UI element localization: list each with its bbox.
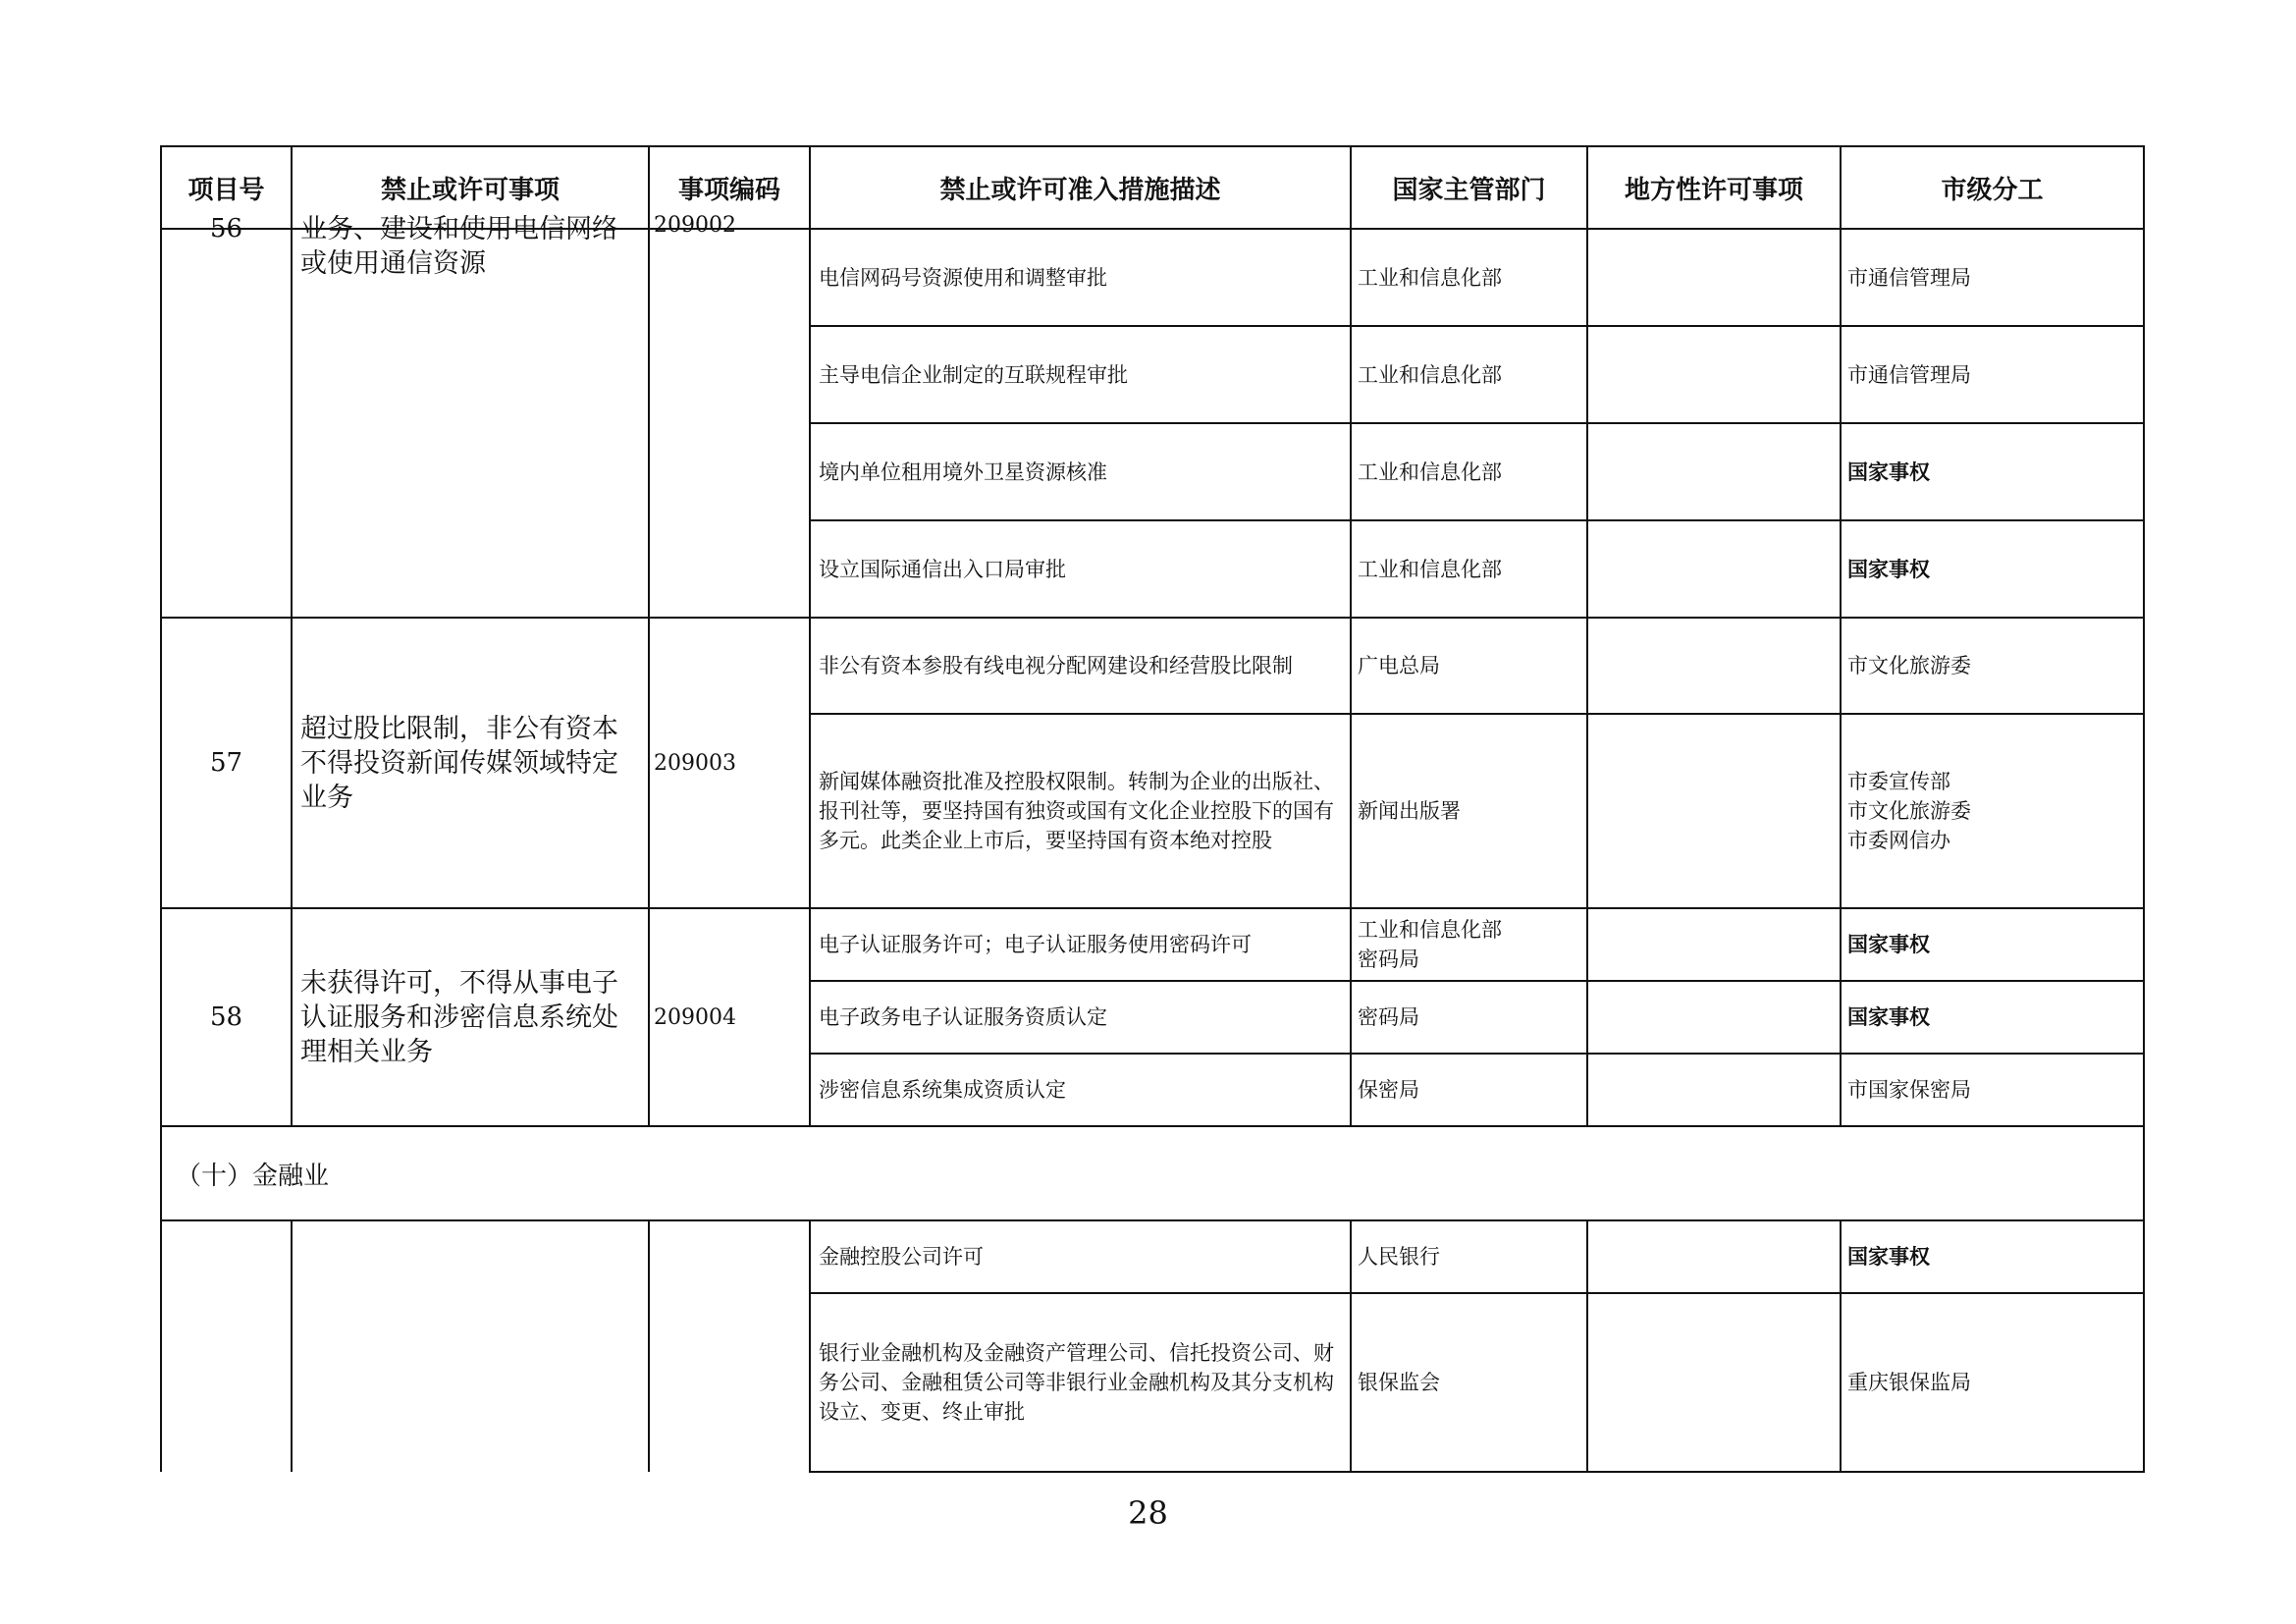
city-division: 市通信管理局: [1841, 326, 2144, 423]
item-code: 209004: [649, 908, 810, 1126]
measure-description: 电子政务电子认证服务资质认定: [810, 981, 1351, 1054]
permit-table: [160, 145, 2145, 1473]
measure-description: 设立国际通信出入口局审批: [810, 520, 1351, 618]
header-local-permit: 地方性许可事项: [1587, 146, 1841, 229]
measure-description: 主导电信企业制定的互联规程审批: [810, 326, 1351, 423]
item-name: 未获得许可，不得从事电子认证服务和涉密信息系统处理相关业务: [292, 908, 649, 1126]
local-permit: [1587, 1293, 1841, 1472]
item-name-cell: [292, 214, 649, 618]
header-item-code: 事项编码: [649, 146, 810, 229]
national-department: 密码局: [1351, 981, 1587, 1054]
national-department: 广电总局: [1351, 618, 1587, 714]
item-code: 209002: [654, 213, 736, 238]
item-number: 58: [161, 908, 292, 1126]
national-department: 工业和信息化部: [1351, 326, 1587, 423]
national-department: 人民银行: [1351, 1220, 1587, 1293]
table-row: [161, 229, 2144, 326]
measure-description: 电信网码号资源使用和调整审批: [810, 229, 1351, 326]
section-row: [161, 1126, 2144, 1220]
page-number: 28: [1128, 1494, 1168, 1532]
measure-description: 银行业金融机构及金融资产管理公司、信托投资公司、财务公司、金融租赁公司等非银行业金融机构及其分支机构设立、变更、终止审批: [810, 1293, 1351, 1472]
section-title: （十）金融业: [161, 1126, 2144, 1220]
item-code-cell-empty: [649, 1220, 810, 1472]
item-code: 209003: [649, 618, 810, 908]
national-department: 工业和信息化部: [1351, 520, 1587, 618]
national-department: 工业和信息化部: [1351, 229, 1587, 326]
city-division: 国家事权: [1841, 981, 2144, 1054]
city-division: 国家事权: [1841, 908, 2144, 981]
national-department: 工业和信息化部: [1351, 423, 1587, 520]
item-number-cell-empty: [161, 1220, 292, 1472]
measure-description: 电子认证服务许可；电子认证服务使用密码许可: [810, 908, 1351, 981]
item-name-cell-empty: [292, 1220, 649, 1472]
measure-description: 金融控股公司许可: [810, 1220, 1351, 1293]
national-department: 工业和信息化部 密码局: [1351, 908, 1587, 981]
header-measure-description: 禁止或许可准入措施描述: [810, 146, 1351, 229]
local-permit: [1587, 714, 1841, 908]
city-division: 国家事权: [1841, 520, 2144, 618]
local-permit: [1587, 618, 1841, 714]
national-department: 保密局: [1351, 1054, 1587, 1126]
city-division: 市通信管理局: [1841, 229, 2144, 326]
national-department: 银保监会: [1351, 1293, 1587, 1472]
header-city-division: 市级分工: [1841, 146, 2144, 229]
city-division: 市文化旅游委: [1841, 618, 2144, 714]
item-name: 或使用通信资源: [300, 248, 486, 279]
measure-description: 涉密信息系统集成资质认定: [810, 1054, 1351, 1126]
city-division: 国家事权: [1841, 423, 2144, 520]
local-permit: [1587, 908, 1841, 981]
header-national-department: 国家主管部门: [1351, 146, 1587, 229]
header-item-name: 禁止或许可事项: [292, 146, 649, 229]
local-permit: [1587, 423, 1841, 520]
table-row: [161, 1220, 2144, 1293]
local-permit: [1587, 229, 1841, 326]
local-permit: [1587, 1054, 1841, 1126]
city-division: 市委宣传部 市文化旅游委 市委网信办: [1841, 714, 2144, 908]
local-permit: [1587, 1220, 1841, 1293]
measure-description: 非公有资本参股有线电视分配网建设和经营股比限制: [810, 618, 1351, 714]
table-row: [161, 908, 2144, 981]
table-row: [161, 618, 2144, 714]
local-permit: [1587, 981, 1841, 1054]
item-number: 56: [209, 214, 243, 244]
item-code-cell: [649, 213, 810, 618]
item-name: 超过股比限制，非公有资本不得投资新闻传媒领域特定业务: [292, 618, 649, 908]
national-department: 新闻出版署: [1351, 714, 1587, 908]
measure-description: 新闻媒体融资批准及控股权限制。转制为企业的出版社、报刊社等，要坚持国有独资或国有文化企业控股下的国有多元。此类企业上市后，要坚持国有资本绝对控股: [810, 714, 1351, 908]
city-division: 市国家保密局: [1841, 1054, 2144, 1126]
local-permit: [1587, 326, 1841, 423]
measure-description: 境内单位租用境外卫星资源核准: [810, 423, 1351, 520]
item-number: 57: [161, 618, 292, 908]
header-item-number: 项目号: [161, 146, 292, 229]
local-permit: [1587, 520, 1841, 618]
item-number-cell: [161, 214, 292, 618]
city-division: 重庆银保监局: [1841, 1293, 2144, 1472]
city-division: 国家事权: [1841, 1220, 2144, 1293]
item-name-clipped: 业务、建设和使用电信网络: [300, 214, 618, 244]
